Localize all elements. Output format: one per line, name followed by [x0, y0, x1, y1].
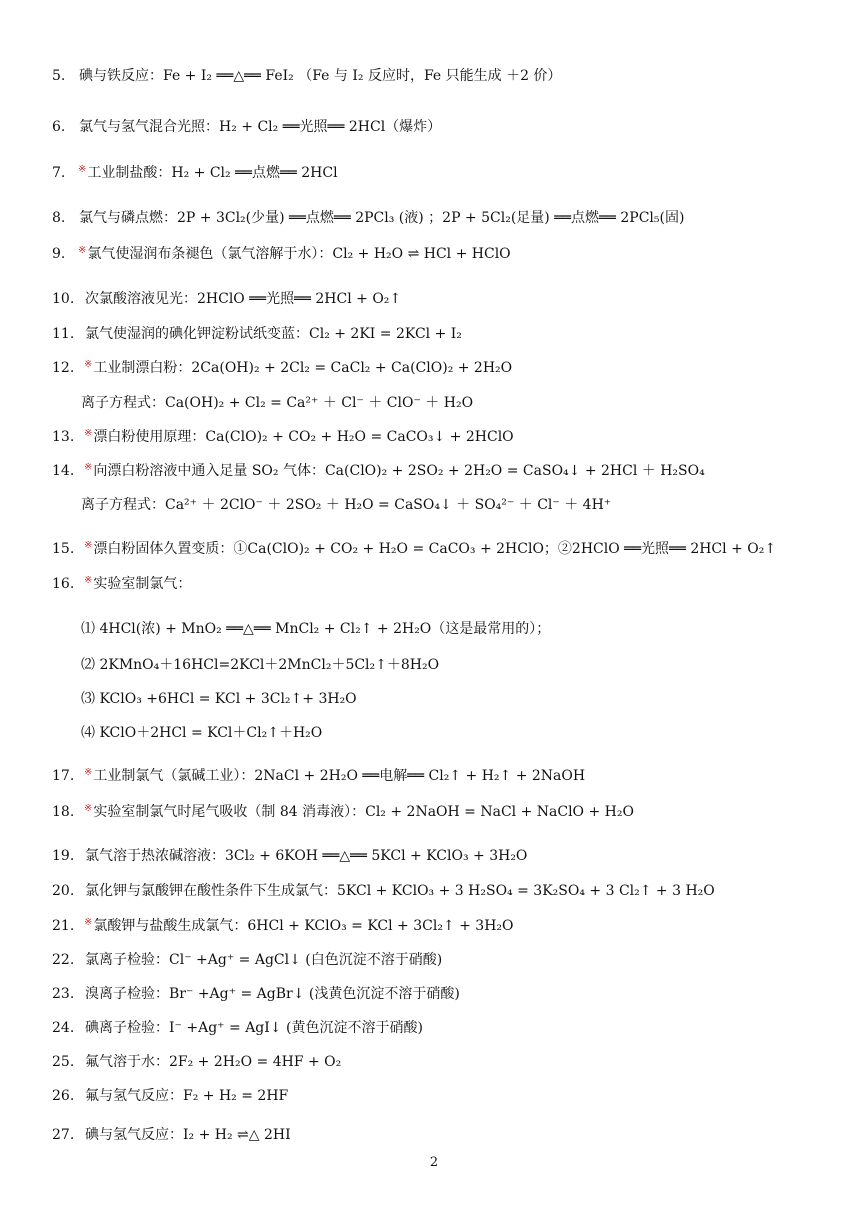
equation-text: 工业制漂白粉：2Ca(OH)₂ + 2Cl₂ = CaCl₂ + Ca(ClO)₂ + 2H₂O: [93, 360, 513, 376]
reaction-option-line: [80, 686, 848, 709]
key-mark-icon: ※: [84, 803, 93, 814]
equation-line: 22. 氯离子检验：Cl⁻ +Ag⁺ = AgCl↓ (白色沉淀不溶于硝酸): [52, 952, 443, 968]
equation-text: 漂白粉固体久置变质：①Ca(ClO)₂ + CO₂ + H₂O = CaCO₃ + 2HClO；②2HClO ══光照══ 2HCl + O₂↑: [93, 541, 777, 557]
equation-text: 溴离子检验：Br⁻ +Ag⁺ = AgBr↓ (浅黄色沉淀不溶于硝酸): [85, 986, 460, 1002]
equation-text: 氟气溶于水：2F₂ + 2H₂O = 4HF + O₂: [85, 1054, 342, 1070]
equation-text: 离子方程式：Ca²⁺ ＋ 2ClO⁻ ＋ 2SO₂ ＋ H₂O = CaSO₄↓ ＋ SO₄²⁻ ＋ Cl⁻ ＋ 4H⁺: [81, 497, 612, 513]
equation-text: 氟与氢气反应：F₂ + H₂ = 2HF: [85, 1088, 289, 1104]
equation-line: 11. 氯气使湿润的碘化钾淀粉试纸变蓝：Cl₂ + 2KI = 2KCl + I₂: [52, 326, 462, 342]
equation-text: 氯气与磷点燃：2P + 3Cl₂(少量) ══点燃══ 2PCl₃ (液) ；2P + 5Cl₂(足量) ══点燃══ 2PCl₅(固): [79, 210, 685, 226]
equation-line: 8. 氯气与磷点燃：2P + 3Cl₂(少量) ══点燃══ 2PCl₃ (液) ；2P + 5Cl₂(足量) ══点燃══ 2PCl₅(固): [52, 210, 685, 226]
key-mark-icon: ※: [84, 359, 93, 370]
equation-text: 碘与氢气反应：I₂ + H₂ ⇌△ 2HI: [85, 1127, 291, 1143]
equation-text: 氯气使湿润的碘化钾淀粉试纸变蓝：Cl₂ + 2KI = 2KCl + I₂: [85, 326, 462, 342]
equation-text: 碘离子检验：I⁻ +Ag⁺ = AgI↓ (黄色沉淀不溶于硝酸): [85, 1020, 423, 1036]
equation-text: ⑷ KClO＋2HCl = KCl＋Cl₂↑＋H₂O: [81, 725, 323, 741]
equation-line: 21. ※氯酸钾与盐酸生成氯气：6HCl + KClO₃ = KCl + 3Cl₂↑ + 3H₂O: [52, 917, 514, 934]
equation-text: 漂白粉使用原理：Ca(ClO)₂ + CO₂ + H₂O = CaCO₃↓ + 2HClO: [93, 429, 514, 445]
equation-text: 氯化钾与氯酸钾在酸性条件下生成氯气：5KCl + KClO₃ + 3 H₂SO₄ = 3K₂SO₄ + 3 Cl₂↑ + 3 H₂O: [85, 883, 715, 899]
page-number: 2: [429, 1155, 439, 1170]
equation-text: 氯离子检验：Cl⁻ +Ag⁺ = AgCl↓ (白色沉淀不溶于硝酸): [85, 952, 443, 968]
equation-line: 24. 碘离子检验：I⁻ +Ag⁺ = AgI↓ (黄色沉淀不溶于硝酸): [52, 1020, 423, 1036]
equation-line: 5. 碘与铁反应：Fe + I₂ ══△══ FeI₂ （Fe 与 I₂ 反应时，Fe 只能生成 ＋2 价）: [52, 68, 562, 84]
equation-text: ⑶ KClO₃ +6HCl = KCl + 3Cl₂↑+ 3H₂O: [81, 691, 357, 707]
equation-line: 23. 溴离子检验：Br⁻ +Ag⁺ = AgBr↓ (浅黄色沉淀不溶于硝酸): [52, 986, 460, 1002]
equation-text: 工业制氯气（氯碱工业）：2NaCl + 2H₂O ══电解══ Cl₂↑ + H₂↑ + 2NaOH: [93, 768, 586, 784]
equation-text: 离子方程式：Ca(OH)₂ + Cl₂ = Ca²⁺ ＋ Cl⁻ ＋ ClO⁻ ＋ H₂O: [81, 395, 474, 411]
key-mark-icon: ※: [84, 917, 93, 928]
key-mark-icon: ※: [84, 575, 93, 586]
reaction-option-line: [80, 720, 848, 743]
ionic-equation-line: [80, 390, 848, 413]
reaction-option-line: [80, 652, 848, 675]
equation-line: 9. ※氯气使湿润布条褪色（氯气溶解于水）：Cl₂ + H₂O ⇌ HCl + HClO: [52, 245, 511, 262]
key-mark-icon: ※: [84, 540, 93, 551]
equation-text: 向漂白粉溶液中通入足量 SO₂ 气体：Ca(ClO)₂ + 2SO₂ + 2H₂O = CaSO₄↓ + 2HCl ＋ H₂SO₄: [93, 463, 705, 479]
equation-line: 17. ※工业制氯气（氯碱工业）：2NaCl + 2H₂O ══电解══ Cl₂↑ + H₂↑ + 2NaOH: [52, 767, 586, 784]
equation-text: 氯气溶于热浓碱溶液：3Cl₂ + 6KOH ══△══ 5KCl + KClO₃ + 3H₂O: [85, 848, 528, 864]
equation-text: 工业制盐酸：H₂ + Cl₂ ══点燃══ 2HCl: [87, 165, 338, 181]
key-mark-icon: ※: [84, 428, 93, 439]
ionic-equation-line: [80, 492, 848, 515]
equation-line: 6. 氯气与氢气混合光照：H₂ + Cl₂ ══光照══ 2HCl（爆炸）: [52, 119, 442, 135]
equation-line: 10. 次氯酸溶液见光：2HClO ══光照══ 2HCl + O₂↑: [52, 291, 402, 307]
equation-line: 20. 氯化钾与氯酸钾在酸性条件下生成氯气：5KCl + KClO₃ + 3 H₂SO₄ = 3K₂SO₄ + 3 Cl₂↑ + 3 H₂O: [52, 883, 715, 899]
equation-text: 次氯酸溶液见光：2HClO ══光照══ 2HCl + O₂↑: [85, 291, 402, 307]
key-mark-icon: ※: [84, 767, 93, 778]
key-mark-icon: ※: [84, 462, 93, 473]
equation-text: ⑵ 2KMnO₄＋16HCl=2KCl＋2MnCl₂＋5Cl₂↑＋8H₂O: [81, 657, 440, 673]
equation-line: 27. 碘与氢气反应：I₂ + H₂ ⇌△ 2HI: [52, 1127, 291, 1143]
equation-line: 14. ※向漂白粉溶液中通入足量 SO₂ 气体：Ca(ClO)₂ + 2SO₂ + 2H₂O = CaSO₄↓ + 2HCl ＋ H₂SO₄: [52, 462, 705, 479]
equation-line: 12. ※工业制漂白粉：2Ca(OH)₂ + 2Cl₂ = CaCl₂ + Ca(ClO)₂ + 2H₂O: [52, 359, 513, 376]
equation-line: 19. 氯气溶于热浓碱溶液：3Cl₂ + 6KOH ══△══ 5KCl + KClO₃ + 3H₂O: [52, 848, 528, 864]
equation-line: 26. 氟与氢气反应：F₂ + H₂ = 2HF: [52, 1088, 289, 1104]
equation-text: 实验室制氯气：: [93, 576, 192, 592]
equation-text: 实验室制氯气时尾气吸收（制 84 消毒液）：Cl₂ + 2NaOH = NaCl + NaClO + H₂O: [93, 804, 634, 820]
equation-line: 15. ※漂白粉固体久置变质：①Ca(ClO)₂ + CO₂ + H₂O = CaCO₃ + 2HClO；②2HClO ══光照══ 2HCl + O₂↑: [52, 540, 777, 557]
equation-line: 7. ※工业制盐酸：H₂ + Cl₂ ══点燃══ 2HCl: [52, 164, 338, 181]
equation-text: 氯气使湿润布条褪色（氯气溶解于水）：Cl₂ + H₂O ⇌ HCl + HClO: [87, 246, 511, 262]
equation-line: 16. ※实验室制氯气：: [52, 575, 192, 592]
equation-line: 18. ※实验室制氯气时尾气吸收（制 84 消毒液）：Cl₂ + 2NaOH = NaCl + NaClO + H₂O: [52, 803, 634, 820]
key-mark-icon: ※: [78, 245, 87, 256]
equation-text: 氯酸钾与盐酸生成氯气：6HCl + KClO₃ = KCl + 3Cl₂↑ + 3H₂O: [93, 918, 514, 934]
equation-text: ⑴ 4HCl(浓) + MnO₂ ══△══ MnCl₂ + Cl₂↑ + 2H₂O（这是最常用的）；: [81, 621, 551, 637]
equation-text: 碘与铁反应：Fe + I₂ ══△══ FeI₂ （Fe 与 I₂ 反应时，Fe 只能生成 ＋2 价）: [79, 68, 562, 84]
equation-text: 氯气与氢气混合光照：H₂ + Cl₂ ══光照══ 2HCl（爆炸）: [79, 119, 442, 135]
equation-line: 13. ※漂白粉使用原理：Ca(ClO)₂ + CO₂ + H₂O = CaCO₃↓ + 2HClO: [52, 428, 514, 445]
equation-line: 25. 氟气溶于水：2F₂ + 2H₂O = 4HF + O₂: [52, 1054, 342, 1070]
key-mark-icon: ※: [78, 164, 87, 175]
reaction-option-line: [80, 616, 848, 639]
